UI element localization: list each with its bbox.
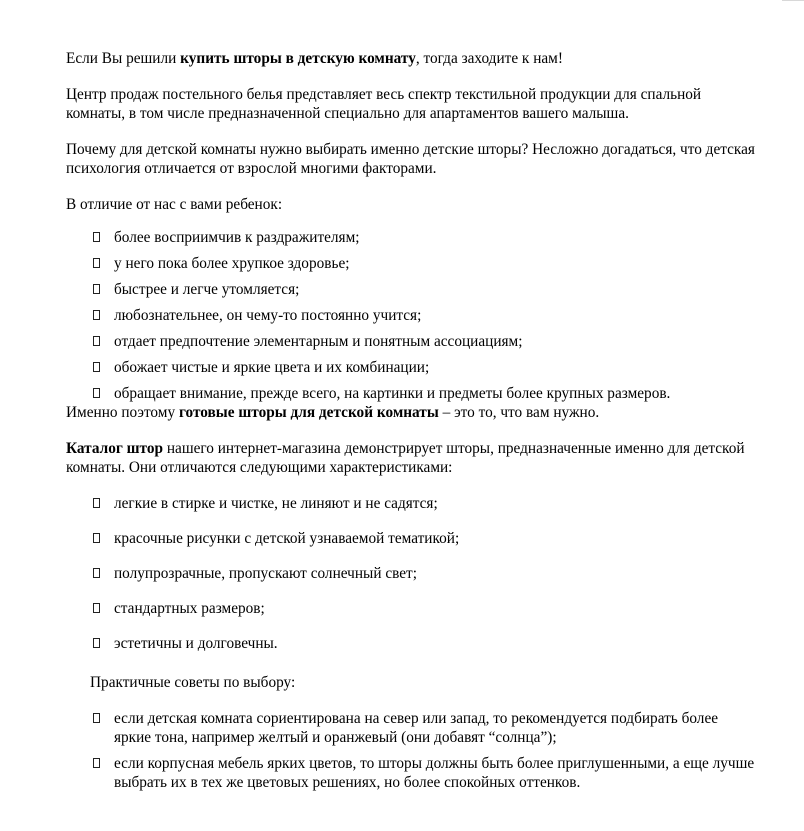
square-bullet-icon [93, 258, 100, 268]
square-bullet-icon [93, 498, 100, 508]
tips-heading: Практичные советы по выбору: [90, 674, 296, 691]
square-bullet-icon [93, 568, 100, 578]
square-bullet-icon [93, 284, 100, 294]
document-page [66, 49, 756, 799]
catalog-text: нашего интернет-магазина демонстрирует шторы, предназначенные именно для детской комнаты. Они отличаются следующими характеристиками: [66, 440, 745, 476]
list-item: полупрозрачные, пропускают солнечный свет; [66, 564, 756, 583]
square-bullet-icon [93, 603, 100, 613]
square-bullet-icon [93, 336, 100, 346]
therefore-bold-phrase: готовые шторы для детской комнаты [178, 404, 439, 421]
why-paragraph: Почему для детской комнаты нужно выбирать именно детские шторы? Несложно догадаться, что детская психология отличается от взрослой многими факторами. [66, 141, 755, 177]
list-item: если корпусная мебель ярких цветов, то шторы должны быть более приглушенными, а еще лучше выбрать их в тех же цветовых решениях, но более спокойных оттенков. [66, 754, 756, 792]
list-item: если детская комната сориентирована на север или запад, то рекомендуется подбирать более яркие тона, например желтый и оранжевый (они добавят “солнца”); [66, 709, 756, 747]
catalog-paragraph [66, 439, 756, 477]
list-item: любознательнее, он чему-то постоянно учится; [66, 306, 756, 325]
square-bullet-icon [93, 713, 100, 723]
window-edge [782, 0, 804, 1]
list-item: более восприимчив к раздражителям; [66, 228, 756, 247]
intro-text-start: Если Вы решили [66, 50, 181, 67]
intro-bold-phrase: купить шторы в детскую комнату [180, 50, 416, 67]
features-list [66, 494, 756, 653]
therefore-paragraph [66, 403, 756, 422]
square-bullet-icon [93, 533, 100, 543]
list-item: отдает предпочтение элементарным и понятным ассоциациям; [66, 332, 756, 351]
therefore-text-end: – это то, что вам нужно. [438, 404, 600, 421]
catalog-bold-phrase: Каталог штор [66, 440, 164, 457]
child-traits-list [66, 228, 756, 403]
intro-paragraph [66, 49, 756, 68]
list-item: легкие в стирке и чистке, не линяют и не садятся; [66, 494, 756, 513]
list-item: быстрее и легче утомляется; [66, 280, 756, 299]
therefore-text-start: Именно поэтому [66, 404, 179, 421]
square-bullet-icon [93, 362, 100, 372]
square-bullet-icon [93, 310, 100, 320]
square-bullet-icon [93, 758, 100, 768]
square-bullet-icon [93, 232, 100, 242]
center-paragraph: Центр продаж постельного белья представляет весь спектр текстильной продукции для спальной комнаты, в том числе предназначенной специально для апартаментов вашего малыша. [66, 86, 702, 122]
list-item: у него пока более хрупкое здоровье; [66, 254, 756, 273]
square-bullet-icon [93, 638, 100, 648]
list-item: эстетичны и долговечны. [66, 634, 756, 653]
intro-text-end: , тогда заходите к нам! [415, 50, 563, 67]
square-bullet-icon [93, 388, 100, 398]
list-item: красочные рисунки с детской узнаваемой тематикой; [66, 529, 756, 548]
tips-list [66, 709, 756, 792]
list-item: обожает чистые и яркие цвета и их комбинации; [66, 358, 756, 377]
list-item: обращает внимание, прежде всего, на картинки и предметы более крупных размеров. [66, 384, 756, 403]
list-item: стандартных размеров; [66, 599, 756, 618]
unlike-heading: В отличие от нас с вами ребенок: [66, 196, 283, 213]
